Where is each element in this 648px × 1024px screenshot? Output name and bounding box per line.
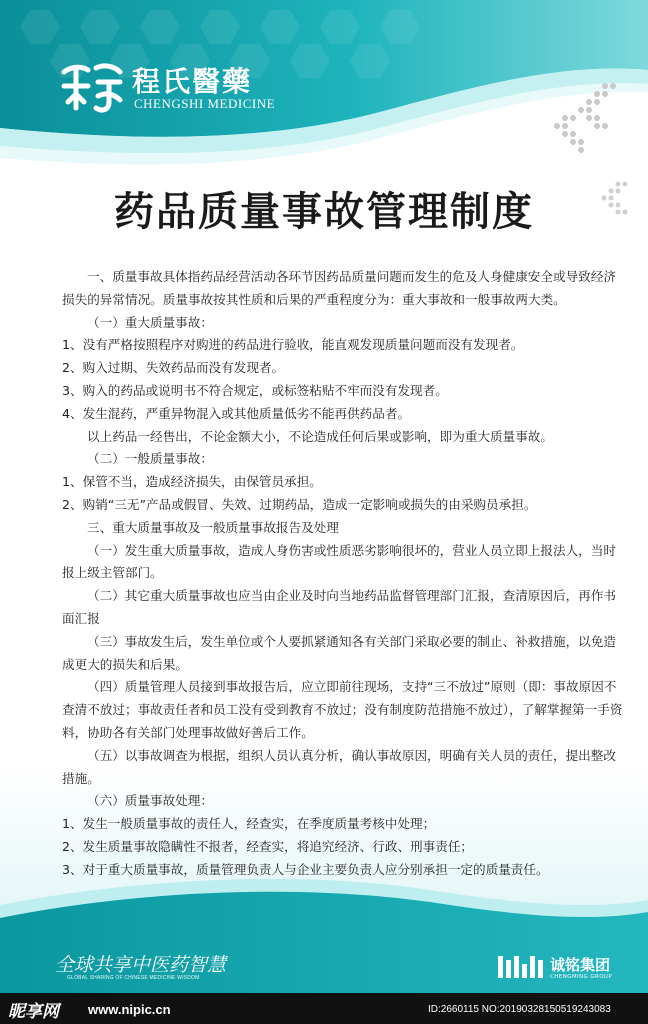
watermark-site-logo: 昵享网 — [8, 1002, 59, 1022]
dotted-chevron-icon — [545, 80, 625, 160]
paragraph: 1、没有严格按照程序对购进的药品进行验收，能直观发现质量问题而没有发现者。 — [62, 337, 524, 353]
chengshi-logo-icon — [58, 58, 126, 116]
paragraph: （五）以事故调查为根据，组织人员认真分析，确认事故原因，明确有关人员的责任，提出整改措施。 — [62, 747, 616, 786]
paragraph: 4、发生混药，严重异物混入或其他质量低劣不能再供药品者。 — [62, 405, 411, 421]
paragraph: 2、发生质量事故隐瞒性不报者，经查实，将追究经济、行政、刑事责任； — [62, 838, 474, 854]
paragraph: 3、购入的药品或说明书不符合规定，或标签粘贴不牢而没有发现者。 — [62, 382, 448, 398]
paragraph: 三、重大质量事故及一般质量事故报告及处理 — [87, 519, 339, 535]
paragraph: （三）事故发生后，发生单位或个人要抓紧通知各有关部门采取必要的制止、补救措施，以免造成更大的损失和后果。 — [62, 633, 616, 672]
document-body — [62, 266, 628, 882]
chengming-logo-icon — [498, 954, 544, 980]
slogan-cn: 全球共享中医药智慧 — [55, 954, 227, 976]
paragraph: 以上药品一经售出，不论金额大小，不论造成任何后果或影响，即为重大质量事故。 — [87, 428, 553, 444]
group-logo — [498, 952, 628, 986]
paragraph: 1、保管不当，造成经济损失，由保管员承担。 — [62, 474, 322, 490]
paragraph: （一）发生重大质量事故，造成人身伤害或性质恶劣影响很坏的，营业人员立即上报法人，当时报上级主管部门。 — [62, 542, 616, 581]
watermark-url[interactable]: www.nipic.cn — [88, 1002, 171, 1017]
paragraph: （一）重大质量事故： — [87, 314, 213, 330]
paragraph: （四）质量管理人员接到事故报告后，应立即前往现场，支持“三不放过”原则（即：事故原因不查清不放过；事故责任者和员工没有受到教育不放过；没有制度防范措施不放过），了解掌握第一手资料，协助各有关部门处理事故做好善后工作。 — [62, 679, 623, 740]
group-name-cn: 诚铭集团 — [550, 956, 611, 974]
group-name-en: CHENGMING GROUP — [550, 974, 613, 980]
paragraph: （六）质量事故处理： — [87, 793, 213, 809]
watermark-bar — [0, 993, 648, 1024]
slogan-en: GLOBAL SHARING OF CHINESE MEDICINE WISDOM — [67, 975, 200, 981]
paragraph: 2、购入过期、失效药品而没有发现者。 — [62, 360, 285, 376]
paragraph: （二）其它重大质量事故也应当由企业及时向当地药品监督管理部门汇报，查清原因后，再作书面汇报 — [62, 588, 616, 626]
paragraph: 3、对于重大质量事故，质量管理负责人与企业主要负责人应分别承担一定的质量责任。 — [62, 861, 549, 877]
paragraph: 一、质量事故具体指药品经营活动各环节因药品质量问题而发生的危及人身健康安全或导致经济损失的异常情况。质量事故按其性质和后果的严重程度分为：重大事故和一般事故两大类。 — [62, 269, 616, 307]
brand-logo — [58, 58, 298, 118]
footer-slogan — [55, 950, 255, 990]
paragraph: 1、发生一般质量事故的责任人，经查实，在季度质量考核中处理； — [62, 816, 436, 832]
brand-name-en: CHENGSHI MEDICINE — [134, 96, 276, 111]
paragraph: （二）一般质量事故： — [87, 451, 213, 467]
document-title: 药品质量事故管理制度 — [114, 188, 534, 235]
paragraph: 2、购销“三无”产品或假冒、失效、过期药品，造成一定影响或损失的由采购员承担。 — [62, 496, 537, 512]
dotted-arrow-icon — [588, 178, 638, 228]
watermark-id: ID:2660115 NO:20190328150519243083 — [428, 1004, 611, 1015]
brand-name-cn: 程氏醫藥 — [132, 65, 253, 98]
